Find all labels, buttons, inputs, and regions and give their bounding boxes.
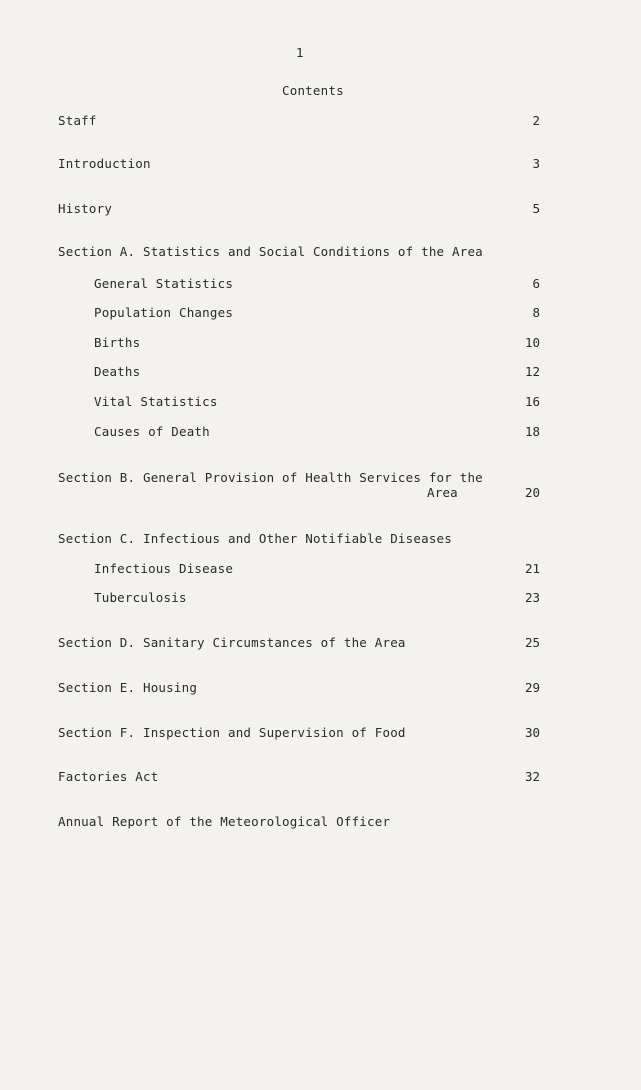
page-number: 1	[296, 45, 304, 60]
toc-section-b-line2: Area	[427, 485, 458, 500]
toc-page-staff: 2	[532, 113, 540, 128]
toc-page-factories-act: 32	[524, 769, 540, 784]
toc-section-d: Section D. Sanitary Circumstances of the Area	[58, 635, 406, 650]
toc-section-e: Section E. Housing	[58, 680, 198, 695]
toc-page-section-d: 25	[524, 635, 540, 650]
toc-section-c: Section C. Infectious and Other Notifiable Diseases	[58, 531, 453, 546]
toc-page-section-f: 30	[524, 725, 540, 740]
toc-page-general-statistics: 6	[532, 276, 540, 291]
toc-section-a: Section A. Statistics and Social Conditions of the Area	[58, 244, 483, 259]
toc-page-causes-of-death: 18	[524, 424, 540, 439]
toc-section-b-line1: Section B. General Provision of Health Services for the	[58, 470, 483, 485]
toc-page-births: 10	[524, 335, 540, 350]
toc-section-f: Section F. Inspection and Supervision of Food	[58, 725, 406, 740]
toc-entry-factories-act: Factories Act	[58, 769, 159, 784]
toc-page-section-e: 29	[524, 680, 540, 695]
toc-page-infectious-disease: 21	[524, 561, 540, 576]
toc-entry-deaths: Deaths	[94, 364, 141, 379]
toc-entry-infectious-disease: Infectious Disease	[94, 561, 234, 576]
toc-entry-births: Births	[94, 335, 141, 350]
toc-page-history: 5	[532, 201, 540, 216]
toc-page-introduction: 3	[532, 156, 540, 171]
toc-entry-history: History	[58, 201, 113, 216]
toc-page-vital-statistics: 16	[524, 394, 540, 409]
toc-page-population-changes: 8	[532, 305, 540, 320]
contents-heading: Contents	[282, 83, 344, 98]
toc-page-deaths: 12	[524, 364, 540, 379]
toc-entry-introduction: Introduction	[58, 156, 151, 171]
toc-entry-vital-statistics: Vital Statistics	[94, 394, 218, 409]
toc-page-section-b: 20	[524, 485, 540, 500]
toc-entry-annual-report: Annual Report of the Meteorological Officer	[58, 814, 391, 829]
toc-entry-general-statistics: General Statistics	[94, 276, 234, 291]
toc-entry-tuberculosis: Tuberculosis	[94, 590, 187, 605]
toc-entry-population-changes: Population Changes	[94, 305, 234, 320]
toc-entry-staff: Staff	[58, 113, 97, 128]
toc-page-tuberculosis: 23	[524, 590, 540, 605]
toc-entry-causes-of-death: Causes of Death	[94, 424, 210, 439]
